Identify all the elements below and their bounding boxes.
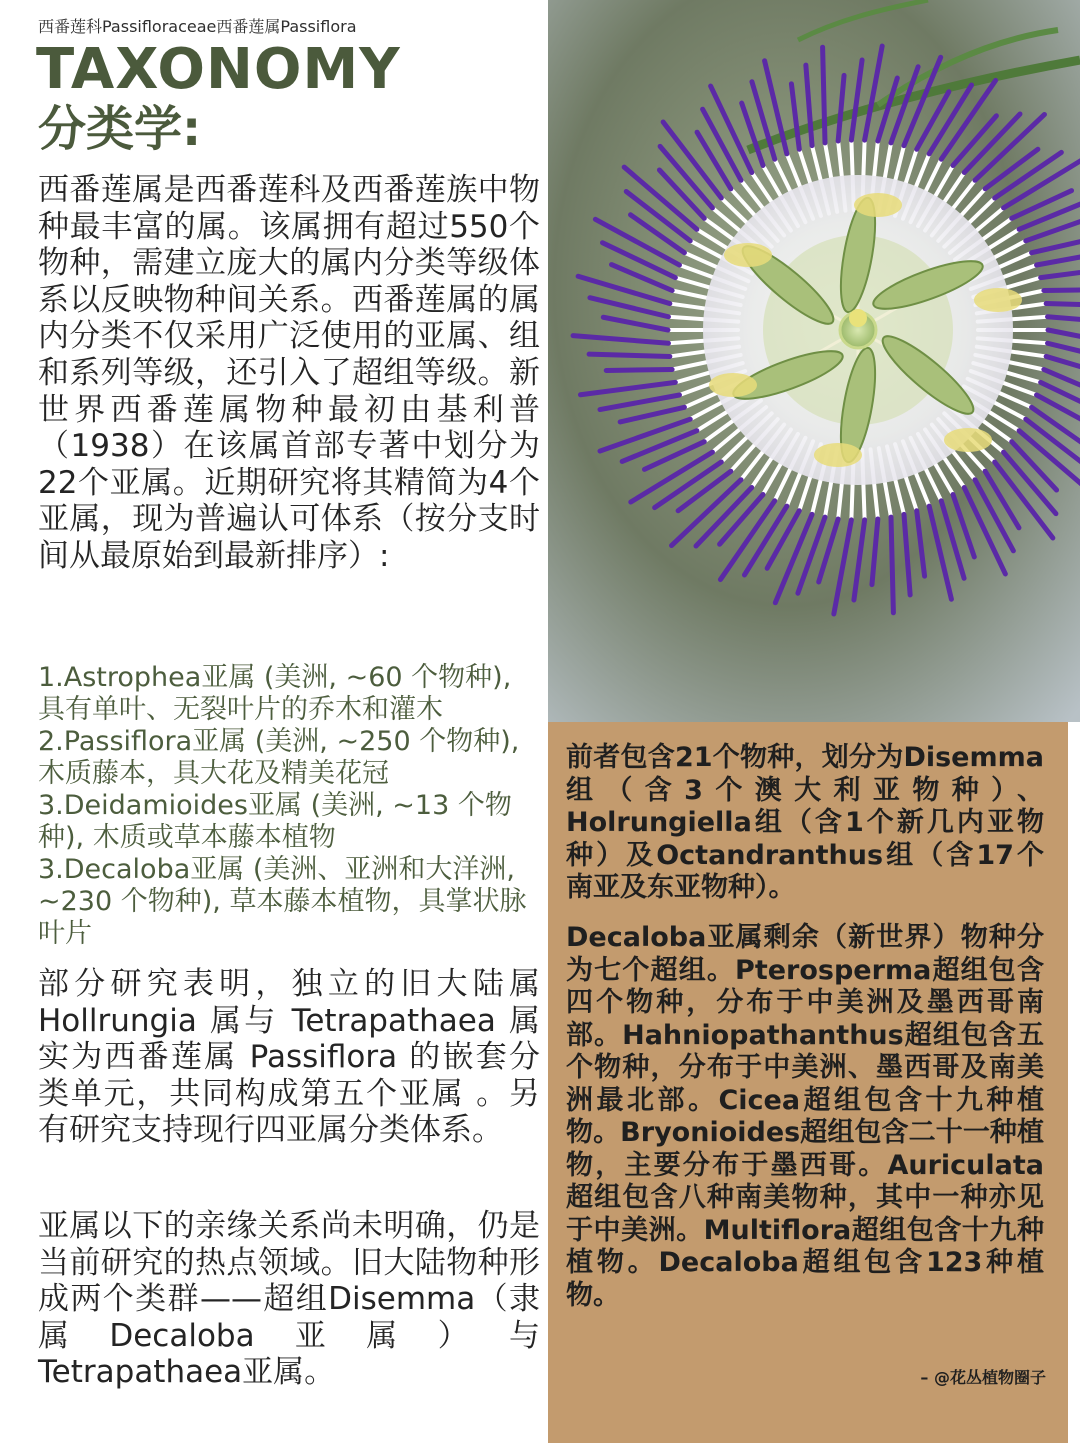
breadcrumb: 西番莲科Passifloraceae西番莲属Passiflora [38,17,357,36]
list-item: 3.Deidamioides亚属 (美洲, ~13 个物种), 木质或草本藤本植物 [38,790,512,853]
relationships-paragraph: 亚属以下的亲缘关系尚未明确，仍是当前研究的热点领域。旧大陆物种形成两个类群——超组Disemma（隶属Decaloba亚属）与Tetrapathaea亚属。 [38,1208,540,1391]
intro-paragraph: 西番莲属是西番莲科及西番莲族中物种最丰富的属。该属拥有超过550个物种，需建立庞大的属内分类等级体系以反映物种间关系。西番莲属的属内分类不仅采用广泛使用的亚属、组和系列等级，还引入了超组等级。新世界西番莲属物种最初由基利普（1938）在该属首部专著中划分为22个亚属。近期研究将其精简为4个亚属，现为普遍认可体系（按分支时间从最原始到最新排序）: [38,172,540,574]
decaloba-supersections-paragraph: Decaloba亚属剩余（新世界）物种分为七个超组。Pterosperma超组包含四个物种，分布于中美洲及墨西哥南部。Hahniopathanthus超组包含五个物种，分布于中美洲、墨西哥及南美洲最北部。Cicea超组包含十九种植物。Bryonioides超组包含二十一种植物，主要分布于墨西哥。Auriculata超组包含八种南美物种，其中一种亦见于中美洲。Multiflora超组包含十九种植物。Decaloba超组包含123种植物。 [566,922,1044,1311]
passion-flower-photo [548,0,1080,722]
info-panel [548,722,1068,1443]
list-item: 3.Decaloba亚属 (美洲、亚洲和大洋洲, ~230 个物种), 草本藤本植物，具掌状脉叶片 [38,854,527,949]
subgenera-list [38,662,540,950]
list-item: 1.Astrophea亚属 (美洲, ~60 个物种), 具有单叶、无裂叶片的乔木和灌木 [38,662,512,725]
page-subtitle: 分类学: [38,101,202,157]
right-margin-strip [1068,722,1080,1443]
credit-signature: – @花丛植物圈子 [920,1368,1046,1387]
disemma-paragraph: 前者包含21个物种，划分为Disemma组（含3个澳大利亚物种）、Holrungiella组（含1个新几内亚物种）及Octandranthus组（含17个南亚及东亚物种）。 [566,742,1044,903]
list-item: 2.Passiflora亚属 (美洲, ~250 个物种), 木质藤本，具大花及精美花冠 [38,726,520,789]
hollrungia-paragraph: 部分研究表明，独立的旧大陆属Hollrungia 属与 Tetrapathaea 属实为西番莲属 Passiflora 的嵌套分类单元，共同构成第五个亚属 。另有研究支持现行四亚属分类体系。 [38,966,540,1149]
page-title: TAXONOMY [36,37,401,102]
